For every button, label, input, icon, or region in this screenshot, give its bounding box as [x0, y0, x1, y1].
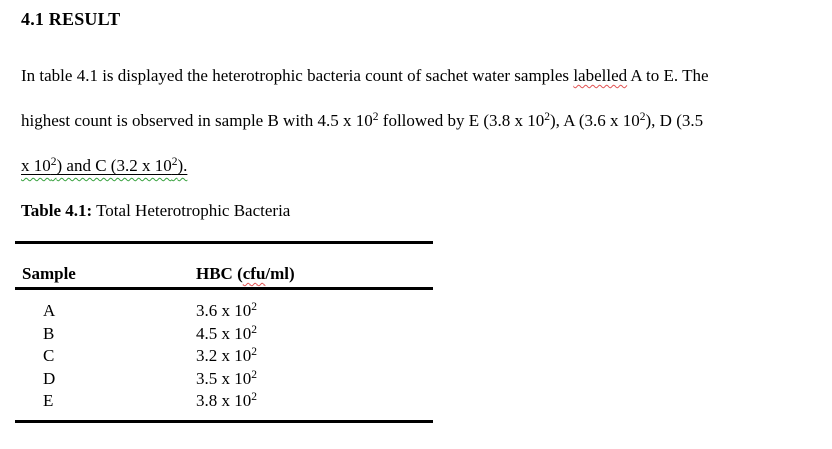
hbc-value: 3.2 x 10 — [196, 346, 252, 366]
exponent: 2 — [251, 368, 257, 381]
table-bottom-rule — [15, 420, 433, 423]
table-caption — [21, 201, 290, 221]
sample-cell: D — [43, 368, 56, 388]
paragraph-text: ), A (3.6 x 10 — [550, 111, 640, 130]
paragraph-text: ), D (3.5 — [645, 111, 704, 130]
column-header-hbc — [196, 264, 433, 284]
hbc-cell — [196, 300, 433, 323]
paragraph-text: highest count is observed in sample B with 4.5 x 10 — [21, 111, 373, 130]
hbc-cell — [196, 368, 433, 391]
hbc-cell — [196, 390, 433, 413]
sample-cell: C — [43, 346, 55, 366]
exponent: 2 — [251, 301, 257, 313]
table-row — [15, 345, 433, 368]
table-row — [15, 300, 433, 323]
column-header-hbc-misspelled-word: cfu — [242, 264, 266, 283]
misspelled-word: labelled — [573, 66, 628, 85]
sample-cell: E — [43, 391, 54, 411]
exponent: 2 — [171, 156, 178, 168]
table-caption-label: Table 4.1: — [21, 201, 93, 220]
heterotrophic-bacteria-table — [15, 241, 433, 423]
hbc-value: 3.5 x 10 — [196, 368, 252, 388]
hbc-cell — [196, 345, 433, 368]
hbc-cell — [196, 323, 433, 346]
table-caption-text: Total Heterotrophic Bacteria — [92, 201, 291, 220]
sample-cell: A — [43, 301, 56, 320]
hbc-value: 4.5 x 10 — [196, 323, 252, 343]
sample-cell: B — [43, 323, 55, 343]
table-row — [15, 323, 433, 346]
column-header-hbc-prefix: HBC ( — [196, 264, 243, 283]
table-header-row — [15, 244, 433, 287]
table-row — [15, 368, 433, 391]
exponent: 2 — [251, 346, 257, 359]
table-body — [15, 290, 433, 420]
exponent: 2 — [372, 111, 379, 123]
paragraph-text: In table 4.1 is displayed the heterotrophic bacteria count of sachet water samples — [21, 66, 574, 85]
hbc-value: 3.6 x 10 — [196, 301, 252, 320]
column-header-sample: Sample — [22, 264, 76, 283]
paragraph-text: ). — [177, 156, 188, 175]
exponent: 2 — [639, 111, 646, 123]
exponent: 2 — [544, 111, 551, 123]
paragraph-text: followed by E (3.8 x 10 — [378, 111, 545, 130]
column-header-hbc-suffix: /ml) — [265, 264, 295, 283]
paragraph-text: A to E. The — [627, 66, 709, 85]
paragraph-text: ) and C (3.2 x 10 — [56, 156, 172, 175]
section-heading: 4.1 RESULT — [21, 9, 121, 29]
exponent: 2 — [50, 156, 57, 168]
underlined-grammar-segment — [21, 156, 187, 175]
result-paragraph — [21, 53, 793, 188]
hbc-value: 3.8 x 10 — [196, 391, 252, 411]
exponent: 2 — [251, 323, 257, 336]
exponent: 2 — [251, 391, 257, 404]
paragraph-text: x 10 — [21, 156, 51, 175]
table-row — [15, 390, 433, 413]
